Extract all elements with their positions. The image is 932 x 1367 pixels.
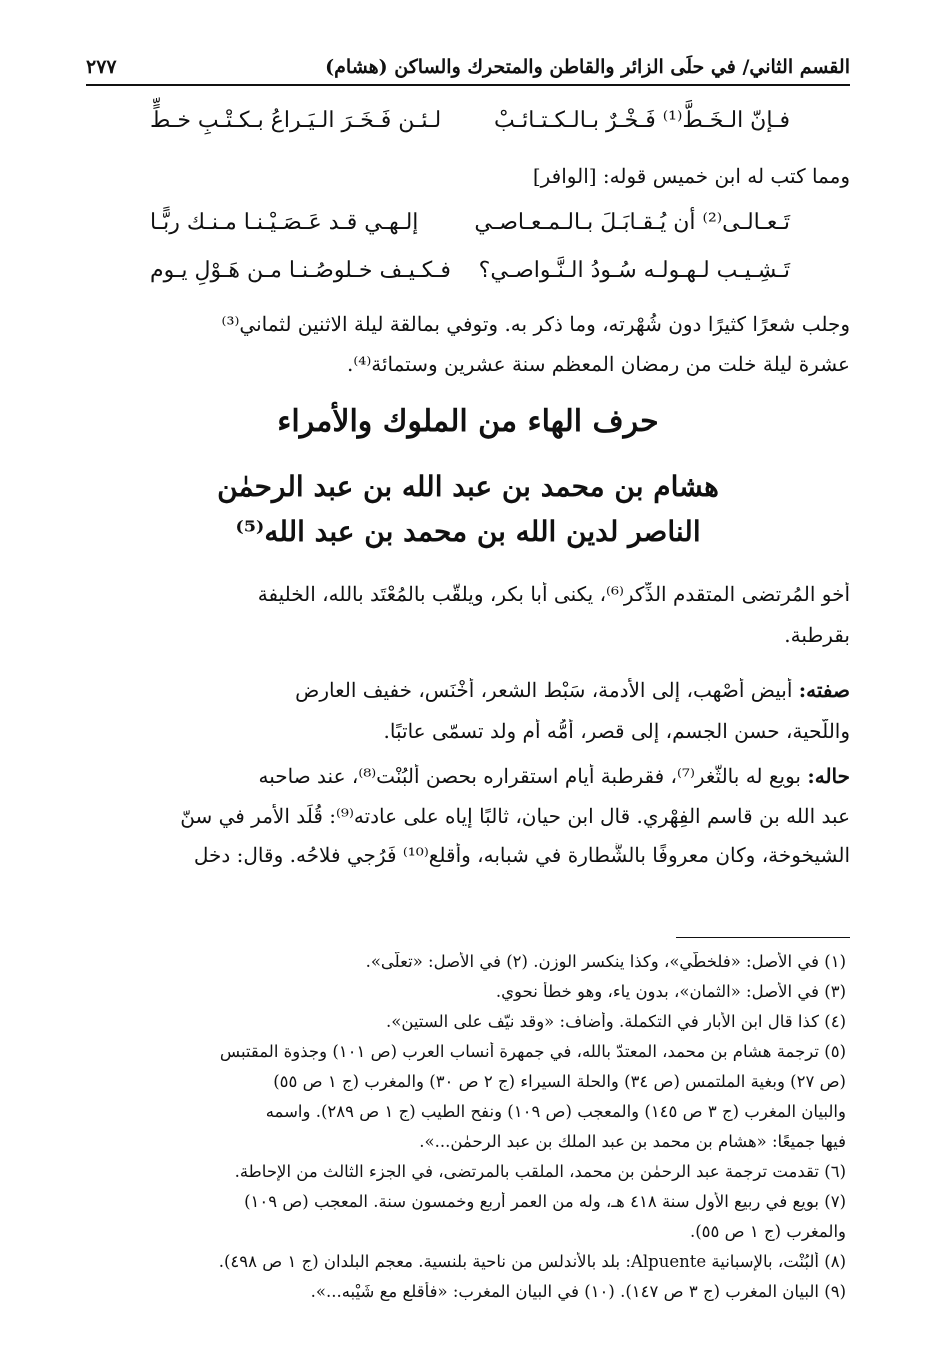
- hal-text-1: بويع له بالثَّغر⁽⁷⁾، فقرطبة أيام استقراره بحصن ألبُنْت⁽⁸⁾، عند صاحبه: [258, 764, 801, 788]
- footnote-line-11: (٨) ألبُنْت، بالإسبانية Alpuente: بلد بالأندلس من ناحية بلنسية. معجم البلدان (ج ١ ص ٤٩٨).: [218, 1252, 846, 1271]
- footnote-line-2: (٣) في الأصل: «الثمان»، بدون ياء، وهو خطأ نحوي.: [495, 982, 846, 1001]
- para1-line-1: وجلب شعرًا كثيرًا دون شُهْرته، وما ذكر به. وتوفي بمالقة ليلة الاثنين لثماني⁽³⁾: [221, 312, 850, 336]
- footnote-line-3: (٤) كذا قال ابن الأبار في التكملة. وأضاف: «وقد نيّف على الستين».: [386, 1012, 846, 1031]
- verse-1-right: لـئـن فَـخَـرَ الـيَـراعُ بـكـتْـبِ خـطٍّ: [150, 108, 442, 133]
- para2-line-2: بقرطبة.: [784, 623, 850, 647]
- sifa-line-1: [86, 678, 850, 702]
- footnote-line-6: والبيان المغرب (ج ٣ ص ١٤٥) والمعجب (ص ١٠٩) ونفح الطيب (ج ١ ص ٢٨٩). واسمه: [265, 1102, 846, 1121]
- hal-line-3: الشيخوخة، وكان معروفًا بالشُّطارة في شبابه، وأقلع⁽¹⁰⁾ فَرُجي فلاحُه. وقال: دخل: [193, 843, 850, 867]
- running-header: [86, 50, 850, 86]
- footnote-line-9: (٧) بويع في ربيع الأول سنة ٤١٨ هـ، وله من العمر أربع وخمسون سنة. المعجب (ص ١٠٩): [244, 1192, 846, 1211]
- footnote-line-8: (٦) تقدمت ترجمة عبد الرحمٰن بن محمد، الملقب بالمرتضى، في الجزء الثالث من الإحاطة.: [234, 1162, 846, 1181]
- footnote-separator: [676, 937, 850, 938]
- hal-line-2: عبد الله بن قاسم الفِهْري. قال ابن حيان، ثالبًا إياه على عادته⁽⁹⁾: قُلِّد الأمر في سنّ: [180, 804, 850, 828]
- verse-3-right: فـكـيـف خـلوصُـنـا مـن هَـوْلِ يـوم: [150, 258, 451, 283]
- footnote-line-1: (١) في الأصل: «فلخطّي»، وكذا ينكسر الوزن. (٢) في الأصل: «تعلّى».: [365, 952, 846, 971]
- footnote-line-7: فيها جميعًا: «هشام بن محمد بن عبد الملك بن عبد الرحمٰن...».: [419, 1132, 846, 1151]
- footnote-line-4: (٥) ترجمة هشام بن محمد، المعتدّ بالله، في جمهرة أنساب العرب (ص ١٠١) وجذوة المقتبس: [219, 1042, 846, 1061]
- verse-2-left: تَـعـالـى⁽²⁾ أن يُـقـابَـلَ بـالـمـعـاصـي: [474, 210, 790, 235]
- verse-2-right: إلـهـي قـد عَـصَـيْـنـا مـنـك ربًّـا: [150, 210, 419, 235]
- para2-line-1: أخو المُرتضى المتقدم الذِّكر⁽⁶⁾، يكنى أبا بكر، ويلقّب بالمُعْتَد بالله، الخليفة: [257, 582, 850, 606]
- header-title: القسم الثاني/ في حلَى الزائر والقاطن والمتحرك والساكن (هشام): [325, 56, 850, 78]
- hal-label: حاله:: [807, 764, 850, 788]
- page-number: ٢٧٧: [86, 56, 117, 78]
- verse-3-left: تَـشِـيـب لـهـولـه سُـودُ الـنَّـواصـي؟: [478, 258, 790, 283]
- footnote-line-12: (٩) البيان المغرب (ج ٣ ص ١٤٧). (١٠) في البيان المغرب: «فأقلع مع شَيْبه...».: [310, 1282, 846, 1301]
- sifa-label: صفته:: [798, 678, 850, 702]
- person-heading-line-1: هشام بن محمد بن عبد الله بن عبد الرحمٰن: [217, 470, 719, 503]
- verse-1-left: فـإنّ الـخَـطَّ⁽¹⁾ فَـخْـرٌ بـالـكـتـائـبْ: [494, 108, 790, 133]
- footnote-line-5: (ص ٢٧) وبغية الملتمس (ص ٣٤) والحلة السيراء (ج ٢ ص ٣٠) والمغرب (ج ١ ص ٥٥): [273, 1072, 846, 1091]
- para1-line-2: عشرة ليلة خلت من رمضان المعظم سنة عشرين وستمائة⁽⁴⁾.: [347, 352, 850, 376]
- verse-2: [150, 210, 790, 235]
- footnote-line-10: والمغرب (ج ١ ص ٥٥).: [689, 1222, 846, 1241]
- intro-line: ومما كتب له ابن خميس قوله: [الوافر]: [532, 164, 850, 188]
- verse-1: [150, 108, 790, 133]
- sifa-text-1: أبيض أصْهب، إلى الأدمة، سَبْط الشعر، أخْنَس، خفيف العارض: [295, 678, 793, 702]
- sifa-line-2: واللّحية، حسن الجسم، إلى قصر، أُمُّه أم ولد تسمّى عاتبًا.: [383, 719, 850, 743]
- person-heading-line-2: الناصر لدين الله بن محمد بن عبد الله⁽⁵⁾: [235, 515, 701, 548]
- hal-line-1: [86, 764, 850, 788]
- verse-3: [150, 258, 790, 283]
- section-heading: حرف الهاء من الملوك والأمراء: [277, 404, 659, 439]
